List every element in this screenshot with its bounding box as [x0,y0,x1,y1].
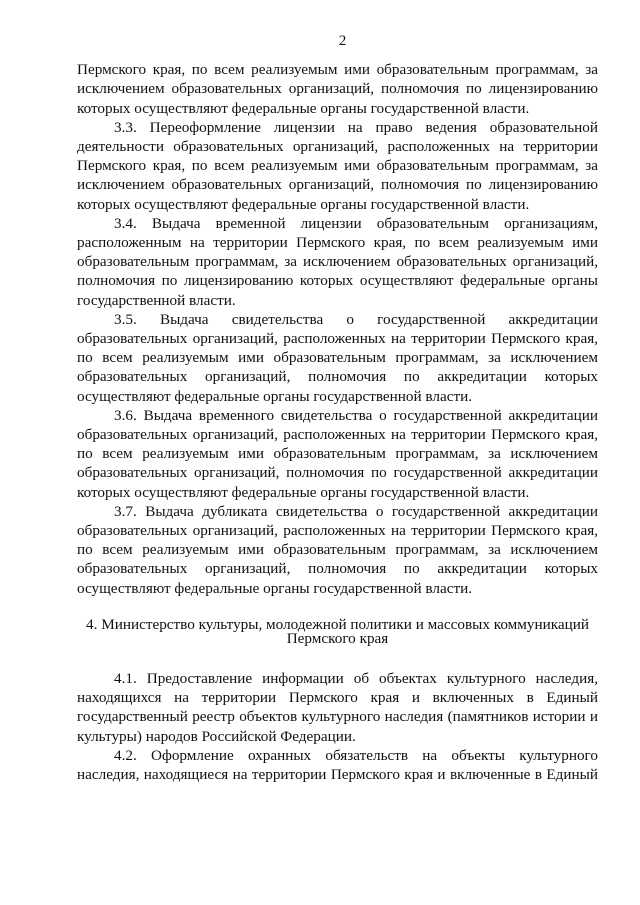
paragraph-3-5: 3.5. Выдача свидетельства о государственной аккредитации образовательных организаций, расположенных на территории Пермского края, по всем реализуемым ими образовательным программам, за исключением образовательных организаций, полномочия по аккредитации которых осуществляют федеральные органы государственной власти. [77,310,598,405]
paragraph-3-6: 3.6. Выдача временного свидетельства о государственной аккредитации образовательных организаций, расположенных на территории Пермского края, по всем реализуемым ими образовательным программам, за исключением образовательных организаций, полномочия по государственной аккредитации которых осуществляют федеральные органы государственной власти. [77,406,598,501]
paragraph-4-1: 4.1. Предоставление информации об объектах культурного наследия, находящихся на территории Пермского края и включенных в Единый государственный реестр объектов культурного наследия (памятников истории и культуры) народов Российской Федерации. [77,669,598,745]
paragraph-3-3: 3.3. Переоформление лицензии на право ведения образовательной деятельности образовательных организаций, расположенных на территории Пермского края, по всем реализуемым ими образовательным программам, за исключением образовательных организаций, полномочия по лицензированию которых осуществляют федеральные органы государственной власти. [77,118,598,213]
section-heading-line-1: 4. Министерство культуры, молодежной политики и массовых коммуникаций [86,615,589,633]
section-heading-4 [77,615,598,647]
paragraph-3-7: 3.7. Выдача дубликата свидетельства о государственной аккредитации образовательных организаций, расположенных на территории Пермского края, по всем реализуемым ими образовательным программам, за исключением образовательных организаций, полномочия по аккредитации которых осуществляют федеральные органы государственной власти. [77,502,598,597]
paragraph-continuation: Пермского края, по всем реализуемым ими образовательным программам, за исключением образовательных организаций, полномочия по лицензированию которых осуществляют федеральные органы государственной власти. [77,61,598,117]
paragraph-4-2: 4.2. Оформление охранных обязательств на объекты культурного наследия, находящиеся на территории Пермского края и включенные в Единый [77,746,598,783]
section-heading-line-2: Пермского края [286,629,389,647]
paragraph-3-4: 3.4. Выдача временной лицензии образовательным организациям, расположенным на территории Пермского края, по всем реализуемым ими образовательным программам, за исключением образовательных организаций, полномочия по лицензированию которых осуществляют федеральные органы государственной власти. [77,214,598,309]
page-number: 2 [338,32,347,49]
